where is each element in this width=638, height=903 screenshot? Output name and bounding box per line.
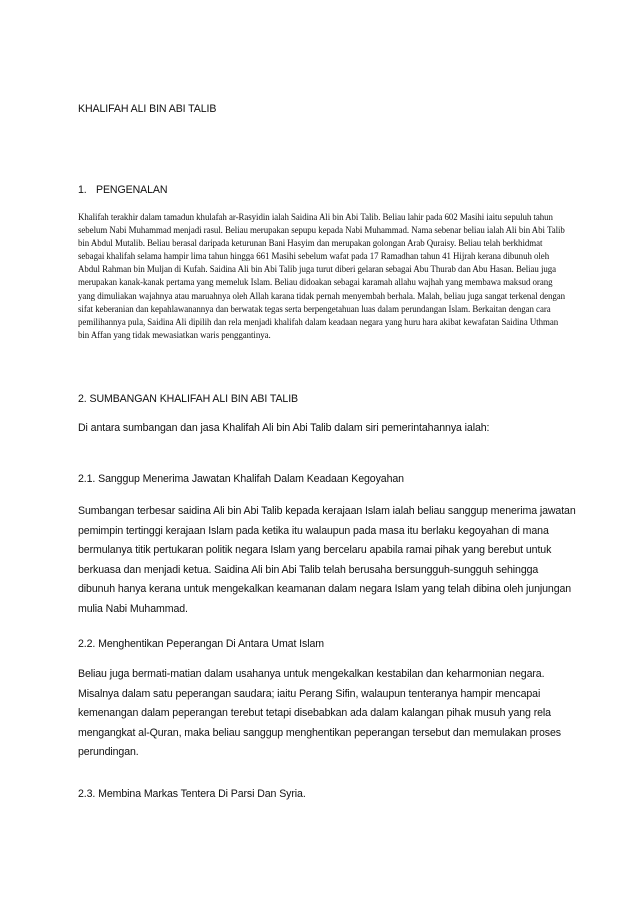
section-2-2-paragraph: Beliau juga bermati-matian dalam usahanya untuk mengekalkan kestabilan dan keharmonian negara. Misalnya dalam satu peperangan saudara; iaitu Perang Sifin, walaupun tenteranya hampir mencapai kemenangan dalam peperangan terebut tetapi disebabkan ada dalam kalangan pihak musuh yang rela mengangkat al-Quran, maka beliau sanggup menghentikan peperangan tersebut dan memulakan proses perundingan. — [78, 668, 561, 758]
section-1-number: 1. — [78, 184, 87, 196]
document-title: KHALIFAH ALI BIN ABI TALIB — [78, 103, 217, 115]
section-2-3-heading: 2.3. Membina Markas Tentera Di Parsi Dan Syria. — [78, 788, 306, 800]
section-2-heading: 2. SUMBANGAN KHALIFAH ALI BIN ABI TALIB — [78, 393, 299, 405]
section-2-1-paragraph: Sumbangan terbesar saidina Ali bin Abi Talib kepada kerajaan Islam ialah beliau sanggup menerima jawatan pemimpin tertinggi kerajaan Islam pada ketika itu walaupun pada masa itu berlaku kegoyahan di mana bermulanya titik pertukaran politik negara Islam yang bercelaru apabila ramai pihak yang berebut untuk berkuasa dan menjadi ketua. Saidina Ali bin Abi Talib telah berusaha bersungguh-sungguh sehingga dibunuh hanya kerana untuk mengekalkan keamanan dalam negara Islam yang telah dibina oleh junjungan mulia Nabi Muhammad. — [78, 505, 576, 615]
section-1-heading-text: PENGENALAN — [96, 184, 168, 196]
section-1-heading — [78, 184, 578, 196]
section-2-1-heading: 2.1. Sanggup Menerima Jawatan Khalifah Dalam Keadaan Kegoyahan — [78, 473, 404, 485]
section-2-intro: Di antara sumbangan dan jasa Khalifah Ali bin Abi Talib dalam siri pemerintahannya ialah: — [78, 422, 490, 434]
section-1-paragraph: Khalifah terakhir dalam tamadun khulafah ar-Rasyidin ialah Saidina Ali bin Abi Talib. Beliau lahir pada 602 Masihi iaitu sepuluh tahun sebelum Nabi Muhammad menjadi rasul. Beliau merupakan sepupu kepada Nabi Muhammad. Nama sebenar beliau ialah Ali bin Abi Talib bin Abdul Mutalib. Beliau berasal daripada keturunan Bani Hasyim dan merupakan golongan Arab Quraisy. Beliau telah berkhidmat sebagai khalifah selama hampir lima tahun hingga 661 Masihi sebelum wafat pada 17 Ramadhan tahun 41 Hijrah kerana dibunuh oleh Abdul Rahman bin Muljan di Kufah. Saidina Ali bin Abi Talib juga turut diberi gelaran sebagai Abu Thurab dan Abu Hasan. Beliau juga merupakan kanak-kanak pertama yang memeluk Islam. Beliau didoakan sebagai karamah allahu wajhah yang membawa maksud orang yang dimuliakan wajahnya atau maruahnya oleh Allah karana tidak pernah menyembah berhala. Malah, beliau juga sangat terkenal dengan sifat keberanian dan kepahlawanannya dan berwatak tegas serta berpengetahuan luas dalam perundangan Islam. Berkaitan dengan cara pemilihannya pula, Saidina Ali dipilih dan rela menjadi khalifah dalam keadaan negara yang huru hara akibat kewafatan Saidina Uthman bin Affan yang tidak mewasiatkan waris penggantinya. — [78, 212, 566, 340]
section-2-2-heading: 2.2. Menghentikan Peperangan Di Antara Umat Islam — [78, 638, 324, 650]
